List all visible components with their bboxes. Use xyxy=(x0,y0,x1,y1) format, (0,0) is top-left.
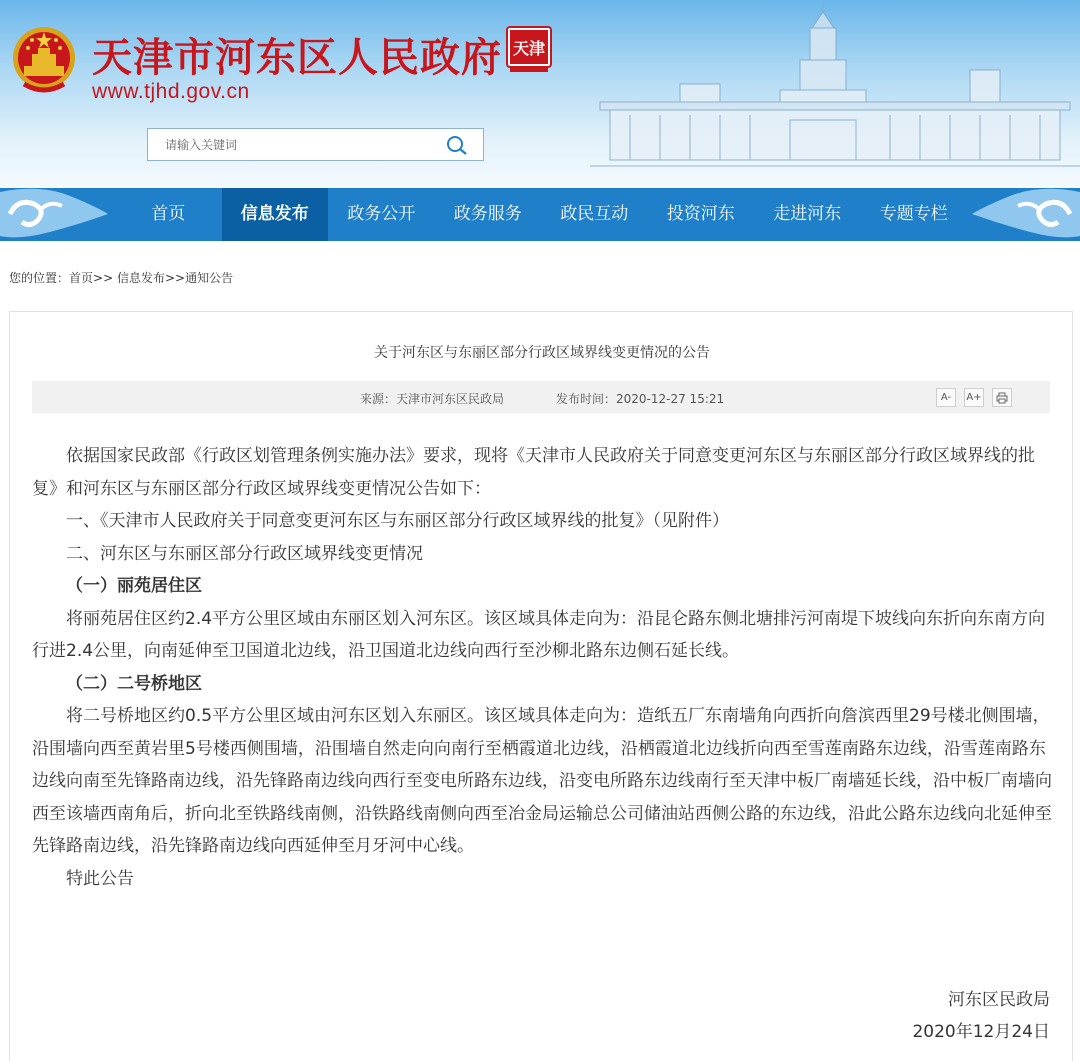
nav-item-gov-services[interactable]: 政务服务 xyxy=(453,204,522,224)
main-nav xyxy=(0,188,1080,241)
article-signature xyxy=(912,984,1050,1048)
nav-item-special-topics[interactable]: 专题专栏 xyxy=(879,204,948,224)
nav-item-home[interactable]: 首页 xyxy=(151,204,186,224)
article-body xyxy=(32,440,1052,895)
site-title: 天津市河东区人民政府 xyxy=(92,34,502,81)
national-emblem-icon xyxy=(10,22,78,98)
article-paragraph: 二、河东区与东丽区部分行政区域界线变更情况 xyxy=(66,543,423,564)
signature-date: 2020年12月24日 xyxy=(912,1022,1050,1042)
nav-item-investment[interactable]: 投资河东 xyxy=(666,204,735,224)
article-paragraph: 依据国家民政部《行政区划管理条例实施办法》要求，现将《天津市人民政府关于同意变更河东区与东丽区部分行政区域界线的批复》和河东区与东丽区部分行政区域界线变更情况公告如下： xyxy=(32,446,1035,499)
nav-item-info-release[interactable]: 信息发布 xyxy=(222,188,329,241)
font-smaller-label: A- xyxy=(940,392,952,403)
article-paragraph: 特此公告 xyxy=(66,868,134,889)
seal-text: 天津 xyxy=(512,39,546,58)
article-paragraph: 将丽苑居住区约2.4平方公里区域由东丽区划入河东区。该区域具体走向为：沿昆仑路东侧北塘排污河南堤下坡线向东折向东南方向行进2.4公里，向南延伸至卫国道北边线，沿卫国道北边线向西行至沙柳北路东边侧石延长线。 xyxy=(32,608,1046,661)
article-source: 来源：天津市河东区民政局 xyxy=(360,392,505,406)
font-smaller-button[interactable] xyxy=(936,388,956,407)
cloud-ornament-right-icon xyxy=(970,184,1080,244)
nav-item-interaction[interactable]: 政民互动 xyxy=(560,204,629,224)
breadcrumb-item-home[interactable]: 首页 xyxy=(69,271,94,285)
city-seal-logo xyxy=(506,26,552,74)
print-icon xyxy=(996,392,1008,404)
print-button[interactable] xyxy=(992,388,1012,407)
nav-items xyxy=(115,188,967,241)
font-larger-button[interactable] xyxy=(964,388,984,407)
site-url[interactable]: www.tjhd.gov.cn xyxy=(92,80,250,103)
breadcrumb-item-info-release[interactable]: 信息发布 xyxy=(116,271,165,285)
font-larger-label: A+ xyxy=(966,392,982,403)
article-subheading: （二）二号桥地区 xyxy=(66,673,202,694)
search-icon[interactable] xyxy=(445,134,469,156)
search-input[interactable] xyxy=(148,129,438,160)
breadcrumb xyxy=(9,269,233,286)
article-publish-time: 发布时间：2020-12-27 15:21 xyxy=(556,392,725,406)
signature-org: 河东区民政局 xyxy=(948,990,1050,1010)
tianjin-station-illustration xyxy=(590,0,1080,188)
site-header xyxy=(0,0,1080,188)
article-paragraph[interactable]: 一、《天津市人民政府关于同意变更河东区与东丽区部分行政区域界线的批复》（见附件） xyxy=(66,511,729,531)
nav-item-about-hedong[interactable]: 走进河东 xyxy=(773,204,842,224)
breadcrumb-separator: >> xyxy=(93,271,114,285)
cloud-ornament-left-icon xyxy=(0,184,110,244)
article-subheading: （一）丽苑居住区 xyxy=(66,576,202,596)
breadcrumb-item-notices[interactable]: 通知公告 xyxy=(185,271,234,285)
article-title: 关于河东区与东丽区部分行政区域界线变更情况的公告 xyxy=(374,345,710,361)
article-panel xyxy=(9,311,1073,1061)
article-info-bar xyxy=(32,381,1050,413)
nav-item-gov-affairs-open[interactable]: 政务公开 xyxy=(347,204,416,224)
article-paragraph: 将二号桥地区约0.5平方公里区域由河东区划入东丽区。该区域具体走向为：造纸五厂东南墙角向西折向詹滨西里29号楼北侧围墙，沿围墙向西至黄岩里5号楼西侧围墙，沿围墙自然走向向南行至栖霞道北边线，沿栖霞道北边线折向西至雪莲南路东边线，沿雪莲南路东边线向南至先锋路南边线，沿先锋路南边线向西行至变电所路东边线，沿变电所路东边线南行至天津中板厂南墙延长线，沿中板厂南墙向西至该墙西南角后，折向北至铁路线南侧，沿铁路线南侧向西至冶金局运输总公司储油站西侧公路的东边线，沿此公路东边线向北延伸至先锋路南边线，沿先锋路南边线向西延伸至月牙河中心线。 xyxy=(32,706,1052,856)
breadcrumb-separator: >> xyxy=(164,271,186,285)
breadcrumb-prefix: 您的位置： xyxy=(9,271,70,285)
search-box xyxy=(147,128,484,161)
